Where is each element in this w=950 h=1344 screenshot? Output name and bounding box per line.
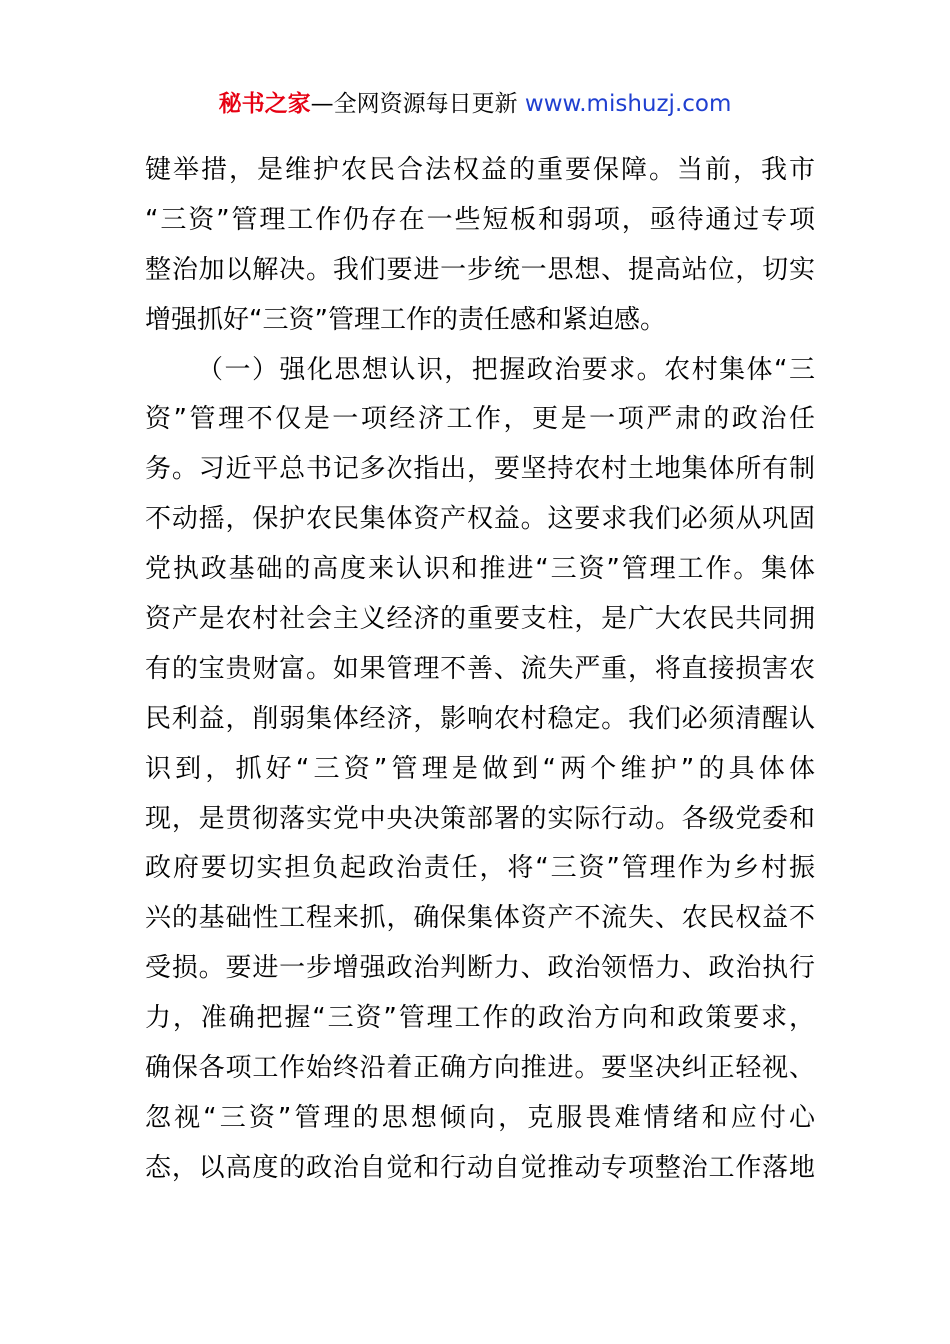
site-header (0, 86, 950, 122)
site-tagline: —全网资源每日更新 (310, 91, 525, 117)
text-line: 政府要切实担负起政治责任，将“三资”管理作为乡村振 (145, 853, 815, 884)
text-line: 态，以高度的政治自觉和行动自觉推动专项整治工作落地 (145, 1152, 815, 1183)
site-url-link[interactable]: www.mishuzj.com (524, 91, 732, 117)
text-line: 力，准确把握“三资”管理工作的政治方向和政策要求， (145, 1003, 815, 1034)
text-line: 民利益，削弱集体经济，影响农村稳定。我们必须清醒认 (145, 703, 815, 734)
text-line: 资”管理不仅是一项经济工作，更是一项严肃的政治任 (145, 404, 815, 435)
text-line: 不动摇，保护农民集体资产权益。这要求我们必须从巩固 (145, 504, 815, 535)
site-brand: 秘书之家 (218, 91, 311, 117)
text-line: “三资”管理工作仍存在一些短板和弱项，亟待通过专项 (145, 204, 815, 235)
text-line: 识到，抓好“三资”管理是做到“两个维护”的具体体 (145, 753, 815, 784)
text-line: 务。习近平总书记多次指出，要坚持农村土地集体所有制 (145, 454, 815, 485)
text-line: 忽视“三资”管理的思想倾向，克服畏难情绪和应付心 (145, 1102, 815, 1133)
text-line: 受损。要进一步增强政治判断力、政治领悟力、政治执行 (145, 953, 815, 984)
text-line: 整治加以解决。我们要进一步统一思想、提高站位，切实 (145, 254, 815, 285)
text-line: 党执政基础的高度来认识和推进“三资”管理工作。集体 (145, 554, 815, 585)
document-body (145, 146, 815, 1194)
text-line: 有的宝贵财富。如果管理不善、流失严重，将直接损害农 (145, 653, 815, 684)
text-line: 资产是农村社会主义经济的重要支柱，是广大农民共同拥 (145, 604, 815, 635)
text-line: 确保各项工作始终沿着正确方向推进。要坚决纠正轻视、 (145, 1053, 815, 1084)
paragraph-end-line: 增强抓好“三资”管理工作的责任感和紧迫感。 (145, 304, 666, 335)
section-heading-line: （一）强化思想认识，把握政治要求。农村集体“三 (197, 354, 815, 385)
text-line: 现，是贯彻落实党中央决策部署的实际行动。各级党委和 (145, 803, 815, 834)
text-line: 键举措，是维护农民合法权益的重要保障。当前，我市 (145, 155, 815, 185)
text-line: 兴的基础性工程来抓，确保集体资产不流失、农民权益不 (145, 903, 815, 934)
